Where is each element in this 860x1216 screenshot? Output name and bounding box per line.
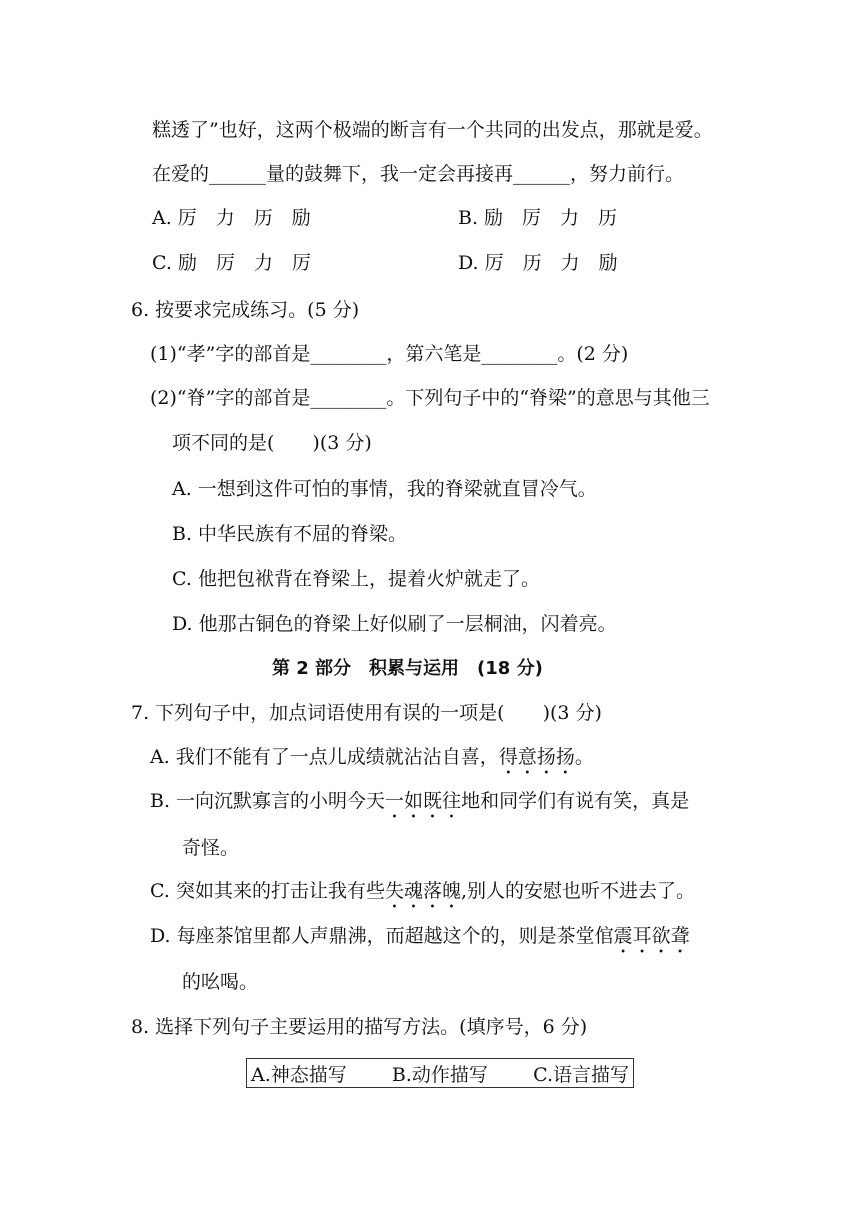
- q7-b-end: 地和同学们有说有笑，真是: [461, 790, 690, 812]
- q5-option-d: D. 厉 历 力 励: [458, 252, 618, 274]
- q6-part2-line2: 项不同的是( )(3 分): [172, 432, 372, 454]
- q6-option-b: B. 中华民族有不屈的脊梁。: [172, 523, 408, 545]
- q5-option-a: A. 厉 力 历 励: [152, 207, 311, 229]
- q7-d-text: D. 每座茶馆里都人声鼎沸，而超越这个的，则是茶堂倌: [150, 925, 614, 947]
- q7-a-end: 。: [574, 746, 594, 768]
- q7-c-text: C. 突如其来的打击让我有些: [150, 880, 385, 902]
- q6-part2-line1: (2)“脊”字的部首是________。下列句子中的“脊梁”的意思与其他三: [150, 387, 710, 409]
- q7-b-dotted-word: 一如既往: [385, 790, 462, 812]
- q6-option-d: D. 他那古铜色的脊梁上好似刷了一层桐油，闪着亮。: [172, 613, 617, 635]
- q8-choice-b: B.动作描写: [391, 1063, 488, 1086]
- q7-option-b: [150, 789, 689, 823]
- q8-choice-c: C.语言描写: [533, 1063, 629, 1086]
- q7-a-text: A. 我们不能有了一点儿成绩就沾沾自喜，: [150, 746, 499, 768]
- q7-d-dotted-word: 震耳欲聋: [613, 925, 690, 947]
- q5-option-c: C. 励 厉 力 厉: [152, 252, 311, 274]
- q5-text-line1: 糕透了”也好，这两个极端的断言有一个共同的出发点，那就是爱。: [152, 119, 713, 141]
- section-2-heading: 第 2 部分 积累与运用 (18 分): [272, 658, 543, 679]
- q7-option-a: [150, 745, 594, 779]
- q7-a-dotted-word: 得意扬扬: [498, 746, 575, 768]
- q7-option-d-cont: 的吆喝。: [182, 971, 259, 993]
- q5-text-line2: 在爱的______量的鼓舞下，我一定会再接再______，努力前行。: [152, 163, 685, 185]
- q7-option-d: [150, 924, 690, 958]
- q7-c-end: ,别人的安慰也听不进去了。: [460, 880, 696, 902]
- q7-option-b-cont: 奇怪。: [182, 837, 240, 859]
- q7-b-text: B. 一向沉默寡言的小明今天: [150, 790, 386, 812]
- q6-stem: 6. 按要求完成练习。(5 分): [131, 299, 360, 321]
- q7-option-c: [150, 879, 695, 913]
- q6-option-c: C. 他把包袱背在脊梁上，提着火炉就走了。: [172, 568, 540, 590]
- q5-option-b: B. 励 厉 力 历: [458, 207, 618, 229]
- q8-stem: 8. 选择下列句子主要运用的描写方法。(填序号，6 分): [131, 1016, 588, 1038]
- q8-choice-a: A.神态描写: [251, 1063, 347, 1086]
- q7-stem: 7. 下列句子中，加点词语使用有误的一项是( )(3 分): [131, 702, 602, 724]
- q8-choices-box: [246, 1058, 634, 1088]
- q6-option-a: A. 一想到这件可怕的事情，我的脊梁就直冒冷气。: [172, 478, 597, 500]
- q7-c-dotted-word: 失魂落魄: [384, 880, 461, 902]
- q6-part1: (1)“孝”字的部首是________，第六笔是________。(2 分): [150, 343, 629, 365]
